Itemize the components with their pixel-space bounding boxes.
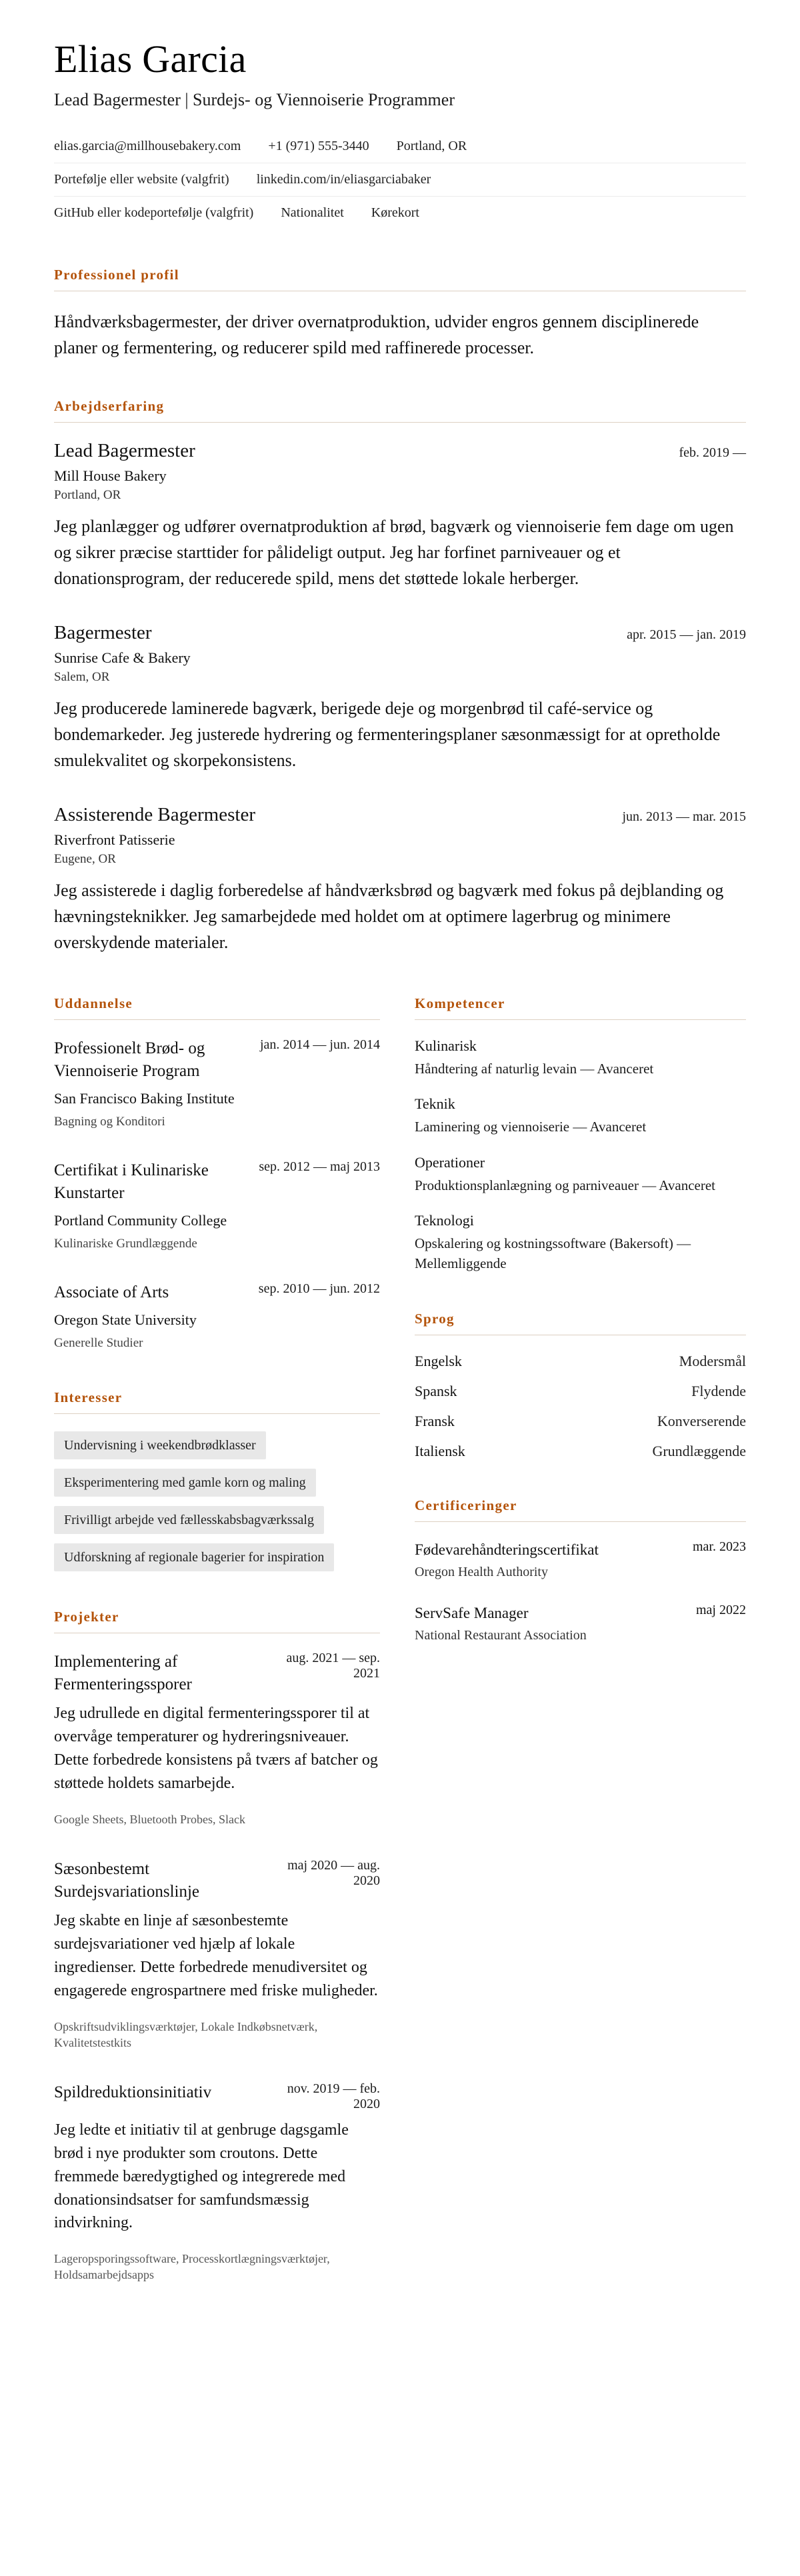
contact-nationality: Nationalitet xyxy=(281,205,344,220)
contact-linkedin: linkedin.com/in/eliasgarciabaker xyxy=(256,172,431,187)
skill-detail: Opskalering og kostningssoftware (Bakersoft) — Mellemliggende xyxy=(415,1235,691,1271)
project-description: Jeg skabte en linje af sæsonbestemte surdejsvariationer ved hjælp af lokale ingredienser. Dette forbedrede menudiversitet og engagerede engrospartnere med friske muligheder. xyxy=(54,1912,378,1999)
skill-entry xyxy=(415,1154,746,1195)
section-profile xyxy=(54,267,746,361)
education-entry xyxy=(54,1037,380,1130)
interest-tag: Eksperimentering med gamle korn og maling xyxy=(54,1469,316,1497)
contact-row-2 xyxy=(54,163,746,197)
project-header xyxy=(54,1858,380,1903)
contact-license: Kørekort xyxy=(371,205,419,220)
education-main xyxy=(54,1037,260,1130)
interest-tag-row xyxy=(54,1506,380,1534)
job-company: Riverfront Patisserie xyxy=(54,831,175,848)
project-entry xyxy=(54,2081,380,2283)
job-title: Assisterende Bagermester xyxy=(54,804,255,825)
profile-text: Håndværksbagermester, der driver overnatproduktion, udvider engros gennem disciplinerede planer og fermentering, og reducerer spild med raffinerede processer. xyxy=(54,312,699,357)
language-name: Spansk xyxy=(415,1382,457,1399)
project-dates: maj 2020 — aug. 2020 xyxy=(287,1857,380,1888)
certification-title: ServSafe Manager xyxy=(415,1605,529,1621)
certification-date: mar. 2023 xyxy=(693,1539,746,1554)
left-column xyxy=(54,995,380,2283)
section-heading-profile: Professionel profil xyxy=(54,267,746,291)
language-entry xyxy=(415,1383,746,1400)
education-main xyxy=(54,1159,259,1252)
section-heading-projects: Projekter xyxy=(54,1609,380,1633)
project-header xyxy=(54,1651,380,1696)
project-entry xyxy=(54,1651,380,1827)
section-heading-interests: Interesser xyxy=(54,1389,380,1414)
contact-phone: +1 (971) 555-3440 xyxy=(268,139,369,153)
language-level: Flydende xyxy=(691,1382,746,1399)
section-experience xyxy=(54,398,746,955)
language-entry xyxy=(415,1413,746,1430)
project-title: Spildreduktionsinitiativ xyxy=(54,2083,212,2102)
certification-org: National Restaurant Association xyxy=(415,1628,587,1643)
language-name: Engelsk xyxy=(415,1352,462,1369)
job-header xyxy=(54,804,746,826)
project-description: Jeg udrullede en digital fermenteringssporer til at overvåge temperaturer og hydreringsniveauer. Dette forbedrede konsistens på tværs af batcher og støttede holdets samarbejde. xyxy=(54,1705,378,1792)
project-entry xyxy=(54,1858,380,2051)
two-column-layout xyxy=(54,995,746,2283)
resume-header xyxy=(54,37,746,229)
education-main xyxy=(54,1281,259,1351)
education-field: Generelle Studier xyxy=(54,1336,143,1351)
education-dates: sep. 2012 — maj 2013 xyxy=(259,1159,380,1175)
skill-category: Kulinarisk xyxy=(415,1037,477,1054)
education-field: Kulinariske Grundlæggende xyxy=(54,1236,197,1251)
interest-tag: Udforskning af regionale bagerier for inspiration xyxy=(54,1543,334,1571)
education-dates: jan. 2014 — jun. 2014 xyxy=(260,1037,380,1052)
person-name: Elias Garcia xyxy=(54,37,247,81)
interest-tag-row xyxy=(54,1431,380,1459)
language-entry xyxy=(415,1443,746,1460)
section-education xyxy=(54,995,380,1352)
education-entry xyxy=(54,1159,380,1252)
certification-entry xyxy=(415,1603,746,1643)
certification-date: maj 2022 xyxy=(696,1603,746,1617)
job-description: Jeg assisterede i daglig forberedelse af håndværksbrød og bagværk med fokus på dejblanding og hævningsteknikker. Jeg samarbejdede med holdet om at optimere lagerbrug og minimere overskydende materialer. xyxy=(54,881,724,952)
section-languages xyxy=(415,1311,746,1460)
project-description: Jeg ledte et initiativ til at genbruge dagsgamle brød i nye produkter som croutons. Dette fremmede bæredygtighed og integrerede med donationsindsatser for samfundsmæssig indvirkning. xyxy=(54,2121,349,2232)
language-name: Fransk xyxy=(415,1412,455,1429)
skill-detail: Håndtering af naturlig levain — Avanceret xyxy=(415,1061,654,1077)
job-dates: apr. 2015 — jan. 2019 xyxy=(627,627,746,642)
job-company: Mill House Bakery xyxy=(54,467,167,484)
job-location: Eugene, OR xyxy=(54,852,116,866)
education-entry xyxy=(54,1281,380,1351)
skill-category: Operationer xyxy=(415,1153,485,1171)
section-interests xyxy=(54,1389,380,1571)
project-dates: nov. 2019 — feb. 2020 xyxy=(287,2081,380,2112)
project-title: Sæsonbestemt Surdejsvariationslinje xyxy=(54,1859,200,1901)
certification-entry xyxy=(415,1539,746,1580)
section-heading-education: Uddannelse xyxy=(54,995,380,1020)
section-heading-skills: Kompetencer xyxy=(415,995,746,1020)
skill-category: Teknik xyxy=(415,1095,455,1113)
project-tools: Opskriftsudviklingsværktøjer, Lokale Indkøbsnetværk, Kvalitetstestkits xyxy=(54,2019,318,2049)
interest-tag: Undervisning i weekendbrødklasser xyxy=(54,1431,266,1459)
interest-tag-row xyxy=(54,1543,380,1571)
education-degree: Professionelt Brød- og Viennoiserie Program xyxy=(54,1039,205,1080)
education-dates: sep. 2010 — jun. 2012 xyxy=(258,1281,380,1297)
job-location: Salem, OR xyxy=(54,670,110,684)
education-field: Bagning og Konditori xyxy=(54,1114,165,1129)
section-heading-certifications: Certificeringer xyxy=(415,1497,746,1522)
contact-github: GitHub eller kodeportefølje (valgfrit) xyxy=(54,205,254,220)
skill-entry xyxy=(415,1212,746,1273)
education-school: Oregon State University xyxy=(54,1311,197,1329)
contact-info xyxy=(54,130,746,229)
contact-email: elias.garcia@millhousebakery.com xyxy=(54,139,241,153)
language-level: Grundlæggende xyxy=(652,1442,746,1459)
skill-detail: Produktionsplanlægning og parniveauer — Avanceret xyxy=(415,1177,716,1193)
certification-org: Oregon Health Authority xyxy=(415,1565,548,1579)
job-company: Sunrise Cafe & Bakery xyxy=(54,649,191,666)
job-dates: jun. 2013 — mar. 2015 xyxy=(622,809,746,824)
certification-header xyxy=(415,1603,746,1623)
project-header xyxy=(54,2081,380,2112)
job-description: Jeg producerede laminerede bagværk, berigede deje og morgenbrød til café-service og bondemarkeder. Jeg justerede hydrering og fermenteringsplaner sæsonmæssigt for at opretholde smulekvalitet og skorpekonsistens. xyxy=(54,699,721,770)
job-location: Portland, OR xyxy=(54,488,121,502)
skill-category: Teknologi xyxy=(415,1212,474,1229)
job-entry xyxy=(54,804,746,955)
project-tools: Lageropsporingssoftware, Processkortlægningsværktøjer, Holdsamarbejdsapps xyxy=(54,2252,330,2282)
skill-entry xyxy=(415,1095,746,1137)
education-degree: Certifikat i Kulinariske Kunstarter xyxy=(54,1161,209,1202)
skill-entry xyxy=(415,1037,746,1079)
language-entry xyxy=(415,1353,746,1370)
education-school: San Francisco Baking Institute xyxy=(54,1089,235,1107)
job-header xyxy=(54,622,746,644)
education-degree: Associate of Arts xyxy=(54,1283,169,1302)
project-title: Implementering af Fermenteringssporer xyxy=(54,1652,192,1693)
section-certifications xyxy=(415,1497,746,1643)
project-tools: Google Sheets, Bluetooth Probes, Slack xyxy=(54,1812,245,1826)
certification-title: Fødevarehåndteringscertifikat xyxy=(415,1541,599,1558)
right-column xyxy=(415,995,746,2283)
job-header xyxy=(54,440,746,462)
job-entry xyxy=(54,622,746,773)
certification-header xyxy=(415,1539,746,1560)
contact-row-3 xyxy=(54,197,746,229)
job-entry xyxy=(54,440,746,591)
person-title: Lead Bagermester | Surdejs- og Viennoiserie Programmer xyxy=(54,90,455,109)
section-heading-experience: Arbejdserfaring xyxy=(54,398,746,423)
language-level: Konverserende xyxy=(657,1412,746,1429)
skill-detail: Laminering og viennoiserie — Avanceret xyxy=(415,1119,647,1135)
interest-tag-row xyxy=(54,1469,380,1497)
job-title: Bagermester xyxy=(54,622,152,643)
contact-row-1 xyxy=(54,130,746,163)
job-dates: feb. 2019 — xyxy=(679,445,746,460)
interest-tag: Frivilligt arbejde ved fællesskabsbagværkssalg xyxy=(54,1506,324,1534)
job-description: Jeg planlægger og udfører overnatproduktion af brød, bagværk og viennoiserie fem dage om ugen og sikrer præcise starttider for pålideligt output. Jeg har forfinet parniveauer og et donationsprogram, der reducerede spild, mens det støttede lokale herberger. xyxy=(54,517,734,588)
job-title: Lead Bagermester xyxy=(54,440,195,461)
contact-website: Portefølje eller website (valgfrit) xyxy=(54,172,229,187)
contact-location: Portland, OR xyxy=(396,139,467,153)
project-dates: aug. 2021 — sep. 2021 xyxy=(286,1650,380,1681)
section-heading-languages: Sprog xyxy=(415,1311,746,1335)
language-level: Modersmål xyxy=(679,1352,746,1369)
section-projects xyxy=(54,1609,380,2283)
education-school: Portland Community College xyxy=(54,1211,227,1229)
language-name: Italiensk xyxy=(415,1442,465,1459)
section-skills xyxy=(415,995,746,1273)
